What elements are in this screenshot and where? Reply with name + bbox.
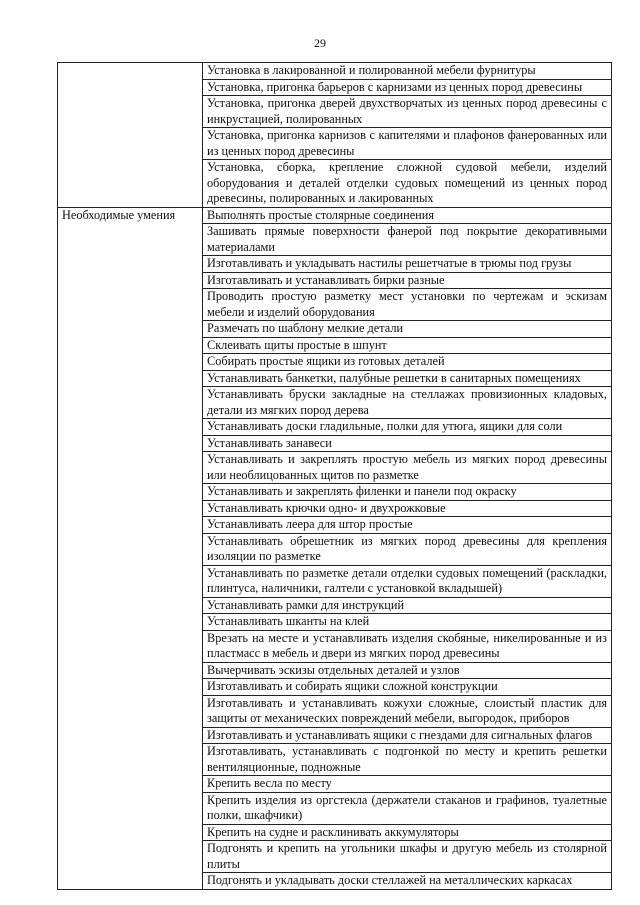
table-cell: Подгонять и укладывать доски стеллажей на металлических каркасах xyxy=(203,873,612,890)
competency-table xyxy=(57,62,612,890)
table-cell: Устанавливать занавеси xyxy=(203,435,612,452)
table-cell: Подгонять и крепить на угольники шкафы и другую мебель из столярной плиты xyxy=(203,841,612,873)
table-cell: Проводить простую разметку мест установки по чертежам и эскизам мебели и изделий оборудования xyxy=(203,289,612,321)
table-cell: Устанавливать доски гладильные, полки для утюга, ящики для соли xyxy=(203,419,612,436)
table-cell: Установка, пригонка дверей двухстворчатых из ценных пород древесины с инкрустацией, полированных xyxy=(203,96,612,128)
table-cell: Размечать по шаблону мелкие детали xyxy=(203,321,612,338)
table-cell: Устанавливать леера для штор простые xyxy=(203,517,612,534)
table-cell: Устанавливать банкетки, палубные решетки в санитарных помещениях xyxy=(203,370,612,387)
table-cell: Установка в лакированной и полированной мебели фурнитуры xyxy=(203,63,612,80)
table-cell: Устанавливать обрешетник из мягких пород древесины для крепления изоляции по разметке xyxy=(203,533,612,565)
table-cell: Изготавливать, устанавливать с подгонкой по месту и крепить решетки вентиляционные, подножные xyxy=(203,744,612,776)
section-label-cell-empty xyxy=(58,63,203,208)
table-cell: Устанавливать крючки одно- и двухрожковые xyxy=(203,500,612,517)
table-cell: Крепить весла по месту xyxy=(203,776,612,793)
table-cell: Устанавливать и закреплять простую мебель из мягких пород древесины или необлицованных щитов по разметке xyxy=(203,452,612,484)
table-cell: Установка, сборка, крепление сложной судовой мебели, изделий оборудования и деталей отделки судовых помещений из ценных пород древесины, полированных и лакированных xyxy=(203,160,612,208)
table-cell: Установка, пригонка барьеров с карнизами из ценных пород древесины xyxy=(203,79,612,96)
table-cell: Крепить изделия из оргстекла (держатели стаканов и графинов, туалетные полки, шкафчики) xyxy=(203,792,612,824)
table-cell: Выполнять простые столярные соединения xyxy=(203,207,612,224)
table-cell: Устанавливать рамки для инструкций xyxy=(203,597,612,614)
table-cell: Склеивать щиты простые в шпунт xyxy=(203,337,612,354)
table-cell: Устанавливать и закреплять филенки и панели под окраску xyxy=(203,484,612,501)
table-body xyxy=(58,63,612,890)
table-cell: Врезать на месте и устанавливать изделия скобяные, никелированные и из пластмасс в мебель и двери из мягких пород древесины xyxy=(203,630,612,662)
table-cell: Крепить на судне и расклинивать аккумуляторы xyxy=(203,824,612,841)
table-cell: Вычерчивать эскизы отдельных деталей и узлов xyxy=(203,662,612,679)
table-cell: Изготавливать и устанавливать ящики с гнездами для сигнальных флагов xyxy=(203,727,612,744)
table-cell: Зашивать прямые поверхности фанерой под покрытие декоративными материалами xyxy=(203,224,612,256)
table-cell: Устанавливать бруски закладные на стеллажах провизионных кладовых, детали из мягких пород дерева xyxy=(203,387,612,419)
table-cell: Изготавливать и собирать ящики сложной конструкции xyxy=(203,679,612,696)
table-cell: Устанавливать шканты на клей xyxy=(203,614,612,631)
table-cell: Установка, пригонка карнизов с капителями и плафонов фанерованных или из ценных пород древесины xyxy=(203,128,612,160)
table-row xyxy=(58,207,612,224)
table-cell: Изготавливать и устанавливать бирки разные xyxy=(203,272,612,289)
table-cell: Изготавливать и устанавливать кожухи сложные, слоистый пластик для защиты от механических повреждений мебели, выгородок, приборов xyxy=(203,695,612,727)
table-cell: Собирать простые ящики из готовых деталей xyxy=(203,354,612,371)
table-row xyxy=(58,63,612,80)
table-cell: Устанавливать по разметке детали отделки судовых помещений (раскладки, плинтуса, наличники, галтели с установкой вкладышей) xyxy=(203,565,612,597)
page-number: 29 xyxy=(314,36,326,50)
section-label: Необходимые умения xyxy=(58,207,203,889)
table-cell: Изготавливать и укладывать настилы решетчатые в трюмы под грузы xyxy=(203,256,612,273)
